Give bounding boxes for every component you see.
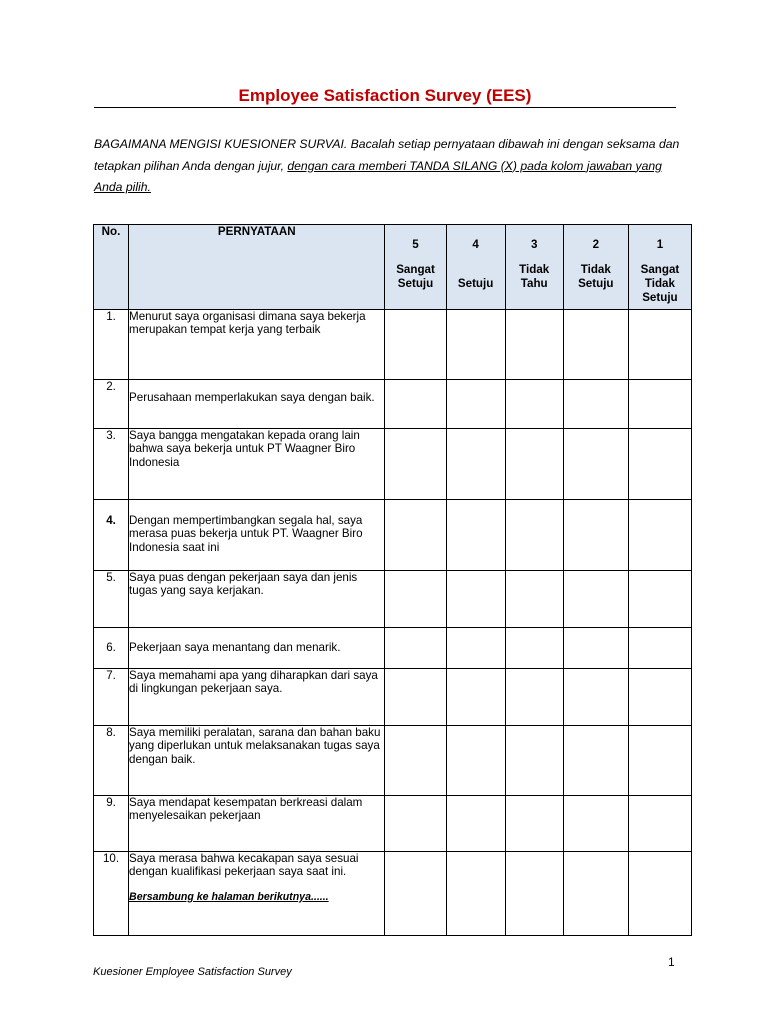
answer-cell-1[interactable] bbox=[628, 726, 691, 796]
table-row bbox=[94, 669, 692, 726]
row-statement: Saya mendapat kesempatan berkreasi dalam menyelesaikan pekerjaan bbox=[129, 796, 385, 852]
row-number: 7. bbox=[94, 669, 129, 726]
answer-cell-1[interactable] bbox=[628, 429, 691, 500]
page-footer: Kuesioner Employee Satisfaction Survey bbox=[93, 966, 292, 978]
scale-label: Tidak Setuju bbox=[578, 263, 614, 290]
row-statement: Saya memiliki peralatan, sarana dan bahan baku yang diperlukan untuk melaksanakan tugas saya dengan baik. bbox=[129, 726, 385, 796]
answer-cell-1[interactable] bbox=[628, 380, 691, 429]
scale-number: 3 bbox=[530, 238, 538, 251]
answer-cell-1[interactable] bbox=[628, 628, 691, 669]
instructions-underlined-text: dengan cara memberi TANDA SILANG (X) pada kolom jawaban yang Anda pilih. bbox=[94, 158, 662, 194]
answer-cell-3[interactable] bbox=[505, 628, 563, 669]
row-statement: Menurut saya organisasi dimana saya bekerja merupakan tempat kerja yang terbaik bbox=[129, 310, 385, 380]
answer-cell-4[interactable] bbox=[446, 726, 505, 796]
answer-cell-1[interactable] bbox=[628, 852, 691, 936]
scale-label: Sangat Setuju bbox=[396, 263, 435, 290]
header-scale-1 bbox=[628, 225, 691, 310]
answer-cell-2[interactable] bbox=[563, 380, 628, 429]
answer-cell-5[interactable] bbox=[385, 500, 446, 571]
answer-cell-2[interactable] bbox=[563, 310, 628, 380]
row-number: 8. bbox=[94, 726, 129, 796]
instructions bbox=[94, 134, 684, 199]
answer-cell-2[interactable] bbox=[563, 852, 628, 936]
answer-cell-5[interactable] bbox=[385, 628, 446, 669]
table-row bbox=[94, 380, 692, 429]
answer-cell-5[interactable] bbox=[385, 310, 446, 380]
answer-cell-3[interactable] bbox=[505, 310, 563, 380]
row-number: 3. bbox=[94, 429, 129, 500]
row-number: 10. bbox=[94, 852, 129, 936]
row-number: 1. bbox=[94, 310, 129, 380]
scale-number: 5 bbox=[412, 238, 419, 251]
row-number: 5. bbox=[94, 571, 129, 628]
row-statement-cell bbox=[129, 852, 385, 936]
answer-cell-5[interactable] bbox=[385, 796, 446, 852]
answer-cell-4[interactable] bbox=[446, 310, 505, 380]
header-scale-3 bbox=[505, 225, 563, 310]
row-number: 2. bbox=[94, 380, 129, 429]
answer-cell-2[interactable] bbox=[563, 429, 628, 500]
answer-cell-5[interactable] bbox=[385, 726, 446, 796]
row-number: 4. bbox=[94, 500, 129, 571]
answer-cell-2[interactable] bbox=[563, 726, 628, 796]
table-row bbox=[94, 310, 692, 380]
answer-cell-4[interactable] bbox=[446, 380, 505, 429]
survey-table bbox=[93, 224, 692, 936]
table-row bbox=[94, 796, 692, 852]
answer-cell-3[interactable] bbox=[505, 571, 563, 628]
answer-cell-3[interactable] bbox=[505, 852, 563, 936]
answer-cell-4[interactable] bbox=[446, 852, 505, 936]
continued-note: Bersambung ke halaman berikutnya...... bbox=[129, 890, 329, 903]
row-statement: Saya memahami apa yang diharapkan dari saya di lingkungan pekerjaan saya. bbox=[129, 669, 385, 726]
answer-cell-1[interactable] bbox=[628, 500, 691, 571]
row-statement: Saya merasa bahwa kecakapan saya sesuai dengan kualifikasi pekerjaan saya saat ini. bbox=[129, 852, 359, 879]
answer-cell-4[interactable] bbox=[446, 669, 505, 726]
header-scale-2 bbox=[563, 225, 628, 310]
answer-cell-4[interactable] bbox=[446, 500, 505, 571]
answer-cell-3[interactable] bbox=[505, 429, 563, 500]
answer-cell-3[interactable] bbox=[505, 796, 563, 852]
page-number: 1 bbox=[668, 955, 675, 969]
row-statement: Saya bangga mengatakan kepada orang lain bahwa saya bekerja untuk PT Waagner Biro Indonesia bbox=[129, 429, 385, 500]
answer-cell-4[interactable] bbox=[446, 628, 505, 669]
header-statement: PERNYATAAN bbox=[129, 225, 385, 310]
answer-cell-1[interactable] bbox=[628, 669, 691, 726]
row-number: 9. bbox=[94, 796, 129, 852]
answer-cell-3[interactable] bbox=[505, 380, 563, 429]
table-row bbox=[94, 628, 692, 669]
header-scale-5 bbox=[385, 225, 446, 310]
title-rule bbox=[94, 107, 676, 108]
scale-number: 4 bbox=[472, 238, 479, 251]
table-row bbox=[94, 500, 692, 571]
header-no: No. bbox=[94, 225, 129, 310]
scale-label: Tidak Tahu bbox=[519, 263, 550, 290]
answer-cell-5[interactable] bbox=[385, 571, 446, 628]
answer-cell-2[interactable] bbox=[563, 669, 628, 726]
answer-cell-2[interactable] bbox=[563, 500, 628, 571]
row-statement: Pekerjaan saya menantang dan menarik. bbox=[129, 628, 385, 669]
answer-cell-3[interactable] bbox=[505, 669, 563, 726]
table-row bbox=[94, 852, 692, 936]
row-statement: Dengan mempertimbangkan segala hal, saya merasa puas bekerja untuk PT. Waagner Biro Indonesia saat ini bbox=[129, 500, 385, 571]
table-row bbox=[94, 429, 692, 500]
answer-cell-2[interactable] bbox=[563, 796, 628, 852]
answer-cell-4[interactable] bbox=[446, 796, 505, 852]
answer-cell-2[interactable] bbox=[563, 628, 628, 669]
table-header-row bbox=[94, 225, 692, 310]
row-statement: Perusahaan memperlakukan saya dengan baik. bbox=[129, 380, 385, 429]
answer-cell-4[interactable] bbox=[446, 571, 505, 628]
header-scale-4 bbox=[446, 225, 505, 310]
row-statement: Saya puas dengan pekerjaan saya dan jenis tugas yang saya kerjakan. bbox=[129, 571, 385, 628]
answer-cell-3[interactable] bbox=[505, 726, 563, 796]
answer-cell-5[interactable] bbox=[385, 669, 446, 726]
answer-cell-1[interactable] bbox=[628, 310, 691, 380]
scale-label: Sangat Tidak Setuju bbox=[640, 263, 680, 304]
answer-cell-3[interactable] bbox=[505, 500, 563, 571]
scale-label: Setuju bbox=[457, 277, 494, 290]
page-title: Employee Satisfaction Survey (EES) bbox=[238, 86, 532, 105]
answer-cell-5[interactable] bbox=[385, 429, 446, 500]
answer-cell-4[interactable] bbox=[446, 429, 505, 500]
table-row bbox=[94, 571, 692, 628]
scale-number: 1 bbox=[656, 238, 664, 251]
answer-cell-5[interactable] bbox=[385, 852, 446, 936]
answer-cell-2[interactable] bbox=[563, 571, 628, 628]
row-number: 6. bbox=[94, 628, 129, 669]
answer-cell-1[interactable] bbox=[628, 796, 691, 852]
answer-cell-5[interactable] bbox=[385, 380, 446, 429]
scale-number: 2 bbox=[592, 238, 600, 251]
table-row bbox=[94, 726, 692, 796]
answer-cell-1[interactable] bbox=[628, 571, 691, 628]
instructions-text: BAGAIMANA MENGISI KUESIONER SURVAI. Bacalah setiap pernyataan dibawah ini dengan seksama dan tetapkan pilihan Anda dengan jujur, bbox=[94, 137, 680, 173]
